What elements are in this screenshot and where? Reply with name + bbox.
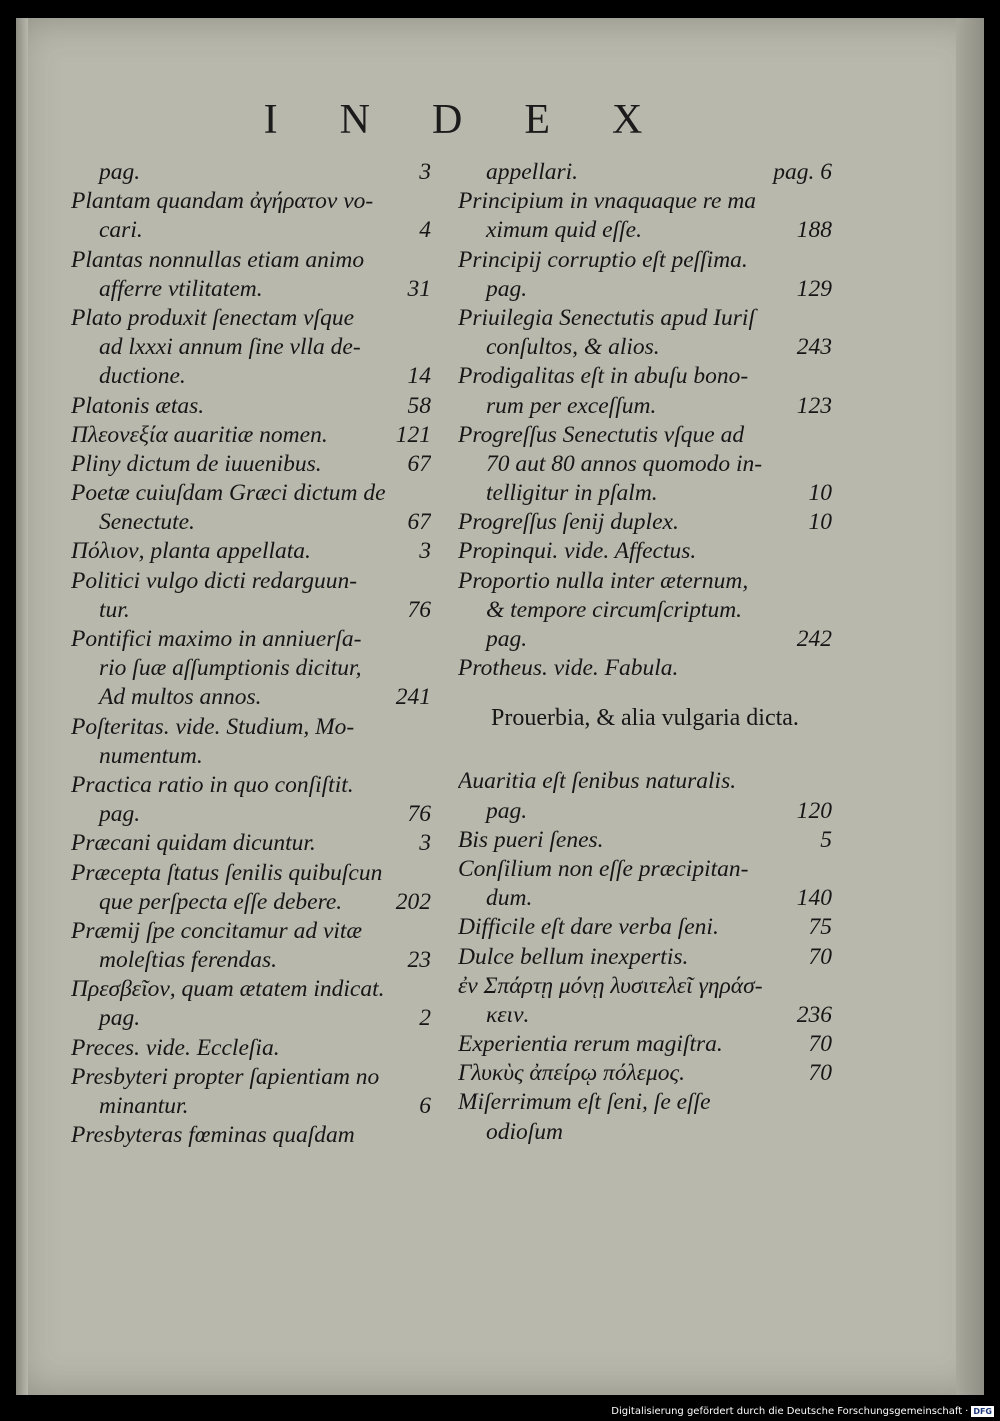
- index-entry: [458, 1118, 832, 1147]
- entry-text: Platonis ætas.: [71, 392, 205, 419]
- index-entry: [71, 421, 431, 450]
- scanned-page: [16, 18, 984, 1395]
- index-entry: [458, 567, 832, 596]
- entry-page-number: 14: [407, 363, 431, 390]
- index-entry: [458, 826, 832, 855]
- entry-text: Γλυκὺς ἀπείρῳ πόλεμος.: [458, 1060, 685, 1087]
- entry-page-number: 6: [419, 1093, 431, 1119]
- entry-page-number: 4: [419, 217, 431, 244]
- entry-page-number: 31: [407, 275, 431, 302]
- index-entry: [458, 654, 832, 683]
- entry-text: afferre vtilitatem.: [99, 275, 263, 302]
- index-entry: [458, 216, 832, 245]
- entry-text: Præcani quidam dicuntur.: [71, 830, 316, 857]
- entry-page-number: [423, 1121, 431, 1150]
- entry-page-number: [423, 304, 431, 333]
- entry-text: Practica ratio in quo conſiſtit.: [71, 771, 354, 798]
- entry-page-number: [824, 450, 832, 479]
- index-entry: [458, 1059, 832, 1088]
- entry-text: cari.: [99, 217, 143, 244]
- index-entry: [458, 855, 832, 884]
- index-entry: [458, 596, 832, 625]
- entry-text: κειν.: [486, 1001, 530, 1028]
- entry-page-number: [423, 625, 431, 654]
- right-column-entries: [458, 158, 832, 683]
- entry-text: telligitur in pſalm.: [486, 480, 658, 507]
- entry-page-number: [423, 917, 431, 946]
- entry-text: Ad multos annos.: [99, 684, 262, 711]
- entry-page-number: [423, 479, 431, 508]
- entry-page-number: 243: [796, 334, 832, 361]
- entry-text: pag.: [486, 275, 528, 302]
- entry-text: Plantam quandam ἀγήρατον vo-: [71, 188, 374, 215]
- entry-page-number: [423, 333, 431, 362]
- entry-page-number: 236: [796, 1001, 832, 1028]
- entry-text: Πόλιον, planta appellata.: [71, 538, 311, 565]
- index-entry: [71, 975, 431, 1004]
- digitization-footer: Digitalisierung gefördert durch die Deutsche Forschungsgemeinschaft · DFG: [611, 1406, 992, 1417]
- entry-page-number: [824, 567, 832, 596]
- entry-page-number: 3: [419, 159, 431, 185]
- entry-page-number: 121: [395, 421, 431, 448]
- entry-text: Poſteritas. vide. Studium, Mo-: [71, 713, 355, 740]
- entry-text: moleſtias ferendas.: [99, 947, 277, 974]
- entry-text: Presbyteras fœminas quaſdam: [71, 1122, 355, 1149]
- index-entry: [71, 1004, 431, 1033]
- index-entry: [71, 683, 431, 712]
- index-entry: [71, 479, 431, 508]
- entry-text: Πλεονεξία auaritiæ nomen.: [71, 421, 328, 448]
- entry-page-number: [423, 187, 431, 216]
- dfg-logo: DFG: [973, 1407, 992, 1416]
- index-entry: [71, 1034, 431, 1063]
- entry-text: Difficile eſt dare verba ſeni.: [458, 914, 719, 941]
- index-entry: [458, 508, 832, 537]
- index-entry: [71, 567, 431, 596]
- entry-text: minantur.: [99, 1093, 189, 1119]
- entry-text: ad lxxxi annum ſine vlla de-: [99, 334, 361, 361]
- entry-text: Plantas nonnullas etiam animo: [71, 246, 365, 273]
- index-entry: [71, 654, 431, 683]
- entry-text: 70 aut 80 annos quomodo in-: [486, 450, 763, 477]
- entry-page-number: [824, 1118, 832, 1147]
- entry-page-number: 70: [808, 943, 832, 970]
- entry-text: Bis pueri ſenes.: [458, 826, 604, 853]
- index-entry: [458, 450, 832, 479]
- index-entry: [458, 275, 832, 304]
- entry-page-number: [423, 771, 431, 800]
- entry-text: Pliny dictum de iuuenibus.: [71, 450, 322, 477]
- index-entry: [71, 508, 431, 537]
- index-entry: [71, 392, 431, 421]
- entry-page-number: 70: [808, 1060, 832, 1087]
- entry-text: que perſpecta eſſe debere.: [99, 888, 343, 915]
- index-entry: [71, 1121, 431, 1150]
- entry-page-number: [824, 1088, 832, 1117]
- entry-page-number: [824, 362, 832, 391]
- index-entry: [71, 158, 431, 187]
- entry-page-number: 120: [796, 797, 832, 824]
- entry-text: pag.: [486, 797, 528, 824]
- index-entry: [71, 888, 431, 917]
- index-entry: [458, 187, 832, 216]
- entry-page-number: 140: [796, 885, 832, 912]
- entry-page-number: 75: [808, 914, 832, 941]
- index-entry: [71, 216, 431, 245]
- proverbs-entries: [458, 767, 832, 1146]
- entry-page-number: [824, 537, 832, 566]
- entry-text: Pontifici maximo in anniuerſa-: [71, 626, 362, 652]
- entry-page-number: 188: [796, 217, 832, 244]
- entry-page-number: [824, 596, 832, 625]
- entry-page-number: 67: [407, 450, 431, 477]
- entry-text: rio ſuæ aſſumptionis dicitur,: [99, 655, 362, 682]
- entry-page-number: 202: [395, 888, 431, 915]
- entry-text: appellari.: [486, 159, 579, 185]
- entry-text: Præmij ſpe concitamur ad vitæ: [71, 917, 363, 944]
- index-entry: [71, 596, 431, 625]
- entry-text: Prodigalitas eſt in abuſu bono-: [458, 363, 749, 390]
- index-entry: [71, 1092, 431, 1121]
- entry-page-number: [423, 713, 431, 742]
- index-entry: [458, 767, 832, 796]
- entry-page-number: 123: [796, 392, 832, 419]
- entry-page-number: 76: [407, 801, 431, 828]
- entry-text: pag.: [99, 801, 141, 828]
- index-entry: [458, 362, 832, 391]
- entry-page-number: 3: [419, 830, 431, 857]
- index-entry: [458, 884, 832, 913]
- index-entry: [458, 421, 832, 450]
- entry-text: Progreſſus ſenij duplex.: [458, 509, 679, 536]
- index-entry: [458, 625, 832, 654]
- index-entry: [458, 943, 832, 972]
- index-entry: [71, 450, 431, 479]
- entry-text: rum per exceſſum.: [486, 392, 657, 419]
- section-heading: Prouerbia, & alia vulgaria dicta.: [491, 705, 799, 732]
- index-entry: [458, 913, 832, 942]
- index-entry: [71, 713, 431, 742]
- index-entry: [458, 797, 832, 826]
- entry-text: Priuilegia Senectutis apud Iuriſ: [458, 304, 755, 331]
- entry-text: Preces. vide. Eccleſia.: [71, 1034, 280, 1061]
- index-entry: [458, 1001, 832, 1030]
- entry-text: dum.: [486, 885, 533, 912]
- index-entry: [71, 333, 431, 362]
- entry-text: odioſum: [486, 1118, 564, 1145]
- entry-page-number: [423, 1063, 431, 1092]
- entry-page-number: [423, 1034, 431, 1063]
- footer-text: Digitalisierung gefördert durch die Deutsche Forschungsgemeinschaft: [611, 1406, 963, 1417]
- entry-text: Experientia rerum magiſtra.: [458, 1031, 723, 1058]
- entry-page-number: 70: [808, 1031, 832, 1058]
- entry-text: Auaritia eſt ſenibus naturalis.: [458, 768, 737, 795]
- page-right-edge: [956, 18, 984, 1395]
- entry-text: Plato produxit ſenectam vſque: [71, 304, 355, 331]
- entry-page-number: [824, 187, 832, 216]
- entry-page-number: 10: [808, 480, 832, 507]
- index-entry: [458, 158, 832, 187]
- entry-page-number: [423, 246, 431, 275]
- entry-text: Presbyteri propter ſapientiam no: [71, 1063, 380, 1090]
- entry-text: Principium in vnaquaque re ma: [458, 188, 757, 215]
- entry-text: Progreſſus Senectutis vſque ad: [458, 421, 745, 448]
- index-entry: [71, 275, 431, 304]
- entry-text: pag.: [99, 159, 141, 185]
- page-left-edge: [16, 18, 28, 1395]
- entry-text: Miſerrimum eſt ſeni, ſe eſſe: [458, 1089, 711, 1116]
- entry-page-number: [423, 742, 431, 771]
- entry-text: Senectute.: [99, 509, 195, 536]
- entry-page-number: 5: [820, 826, 832, 853]
- entry-page-number: [824, 767, 832, 796]
- entry-text: pag.: [486, 626, 528, 652]
- index-entry: [458, 1088, 832, 1117]
- index-entry: [458, 304, 832, 333]
- entry-page-number: [824, 304, 832, 333]
- index-entry: [458, 333, 832, 362]
- index-entry: [458, 392, 832, 421]
- entry-page-number: [824, 972, 832, 1001]
- entry-text: Dulce bellum inexpertis.: [458, 943, 689, 970]
- index-entry: [71, 1063, 431, 1092]
- index-entry: [71, 829, 431, 858]
- entry-text: ximum quid eſſe.: [486, 217, 642, 244]
- index-entry: [71, 625, 431, 654]
- entry-page-number: 67: [407, 509, 431, 536]
- entry-text: Protheus. vide. Fabula.: [458, 655, 679, 682]
- entry-page-number: 241: [395, 684, 431, 711]
- entry-page-number: [824, 654, 832, 683]
- entry-page-number: [423, 567, 431, 596]
- entry-text: ἐν Σπάρτῃ μόνῃ λυσιτελεῖ γηράσ-: [458, 972, 763, 999]
- index-entry: [71, 946, 431, 975]
- entry-page-number: [824, 246, 832, 275]
- entry-page-number: 58: [407, 392, 431, 419]
- entry-text: tur.: [99, 596, 130, 623]
- entry-page-number: 23: [407, 947, 431, 974]
- index-entry: [458, 246, 832, 275]
- entry-text: Proportio nulla inter æternum,: [458, 567, 749, 594]
- entry-text: Politici vulgo dicti redarguun-: [71, 567, 358, 594]
- entry-text: ductione.: [99, 363, 186, 390]
- index-entry: [71, 187, 431, 216]
- index-entry: [71, 917, 431, 946]
- entry-text: & tempore circumſcriptum.: [486, 596, 743, 623]
- entry-page-number: 3: [419, 538, 431, 565]
- index-entry: [71, 800, 431, 829]
- index-entry: [458, 479, 832, 508]
- entry-page-number: [423, 975, 431, 1004]
- page-title: INDEX: [263, 97, 705, 143]
- entry-page-number: 10: [808, 509, 832, 536]
- entry-page-number: [824, 855, 832, 884]
- index-entry: [458, 537, 832, 566]
- entry-text: numentum.: [99, 742, 203, 769]
- entry-text: Conſilium non eſſe præcipitan-: [458, 855, 749, 882]
- entry-page-number: 242: [796, 626, 832, 652]
- entry-text: Poetæ cuiuſdam Græci dictum de: [71, 480, 386, 507]
- entry-page-number: 76: [407, 596, 431, 623]
- index-entry: [71, 771, 431, 800]
- index-entry: [458, 972, 832, 1001]
- entry-page-number: 2: [419, 1005, 431, 1032]
- entry-text: Principij corruptio eſt peſſima.: [458, 246, 748, 273]
- index-entry: [71, 859, 431, 888]
- entry-text: Propinqui. vide. Affectus.: [458, 538, 697, 565]
- index-entry: [71, 537, 431, 566]
- entry-page-number: [423, 859, 431, 888]
- entry-page-number: [824, 421, 832, 450]
- left-column: [71, 158, 431, 1150]
- entry-text: Præcepta ſtatus ſenilis quibuſcun: [71, 859, 383, 886]
- entry-page-number: pag. 6: [773, 159, 832, 185]
- index-entry: [71, 362, 431, 391]
- entry-page-number: [423, 654, 431, 683]
- index-entry: [71, 742, 431, 771]
- index-entry: [71, 304, 431, 333]
- entry-text: Πρεσβεῖον, quam ætatem indicat.: [71, 976, 385, 1003]
- entry-text: pag.: [99, 1005, 141, 1032]
- entry-page-number: 129: [796, 275, 832, 302]
- index-entry: [458, 1030, 832, 1059]
- entry-text: conſultos, & alios.: [486, 334, 660, 361]
- index-entry: [71, 246, 431, 275]
- right-column: [458, 158, 832, 1147]
